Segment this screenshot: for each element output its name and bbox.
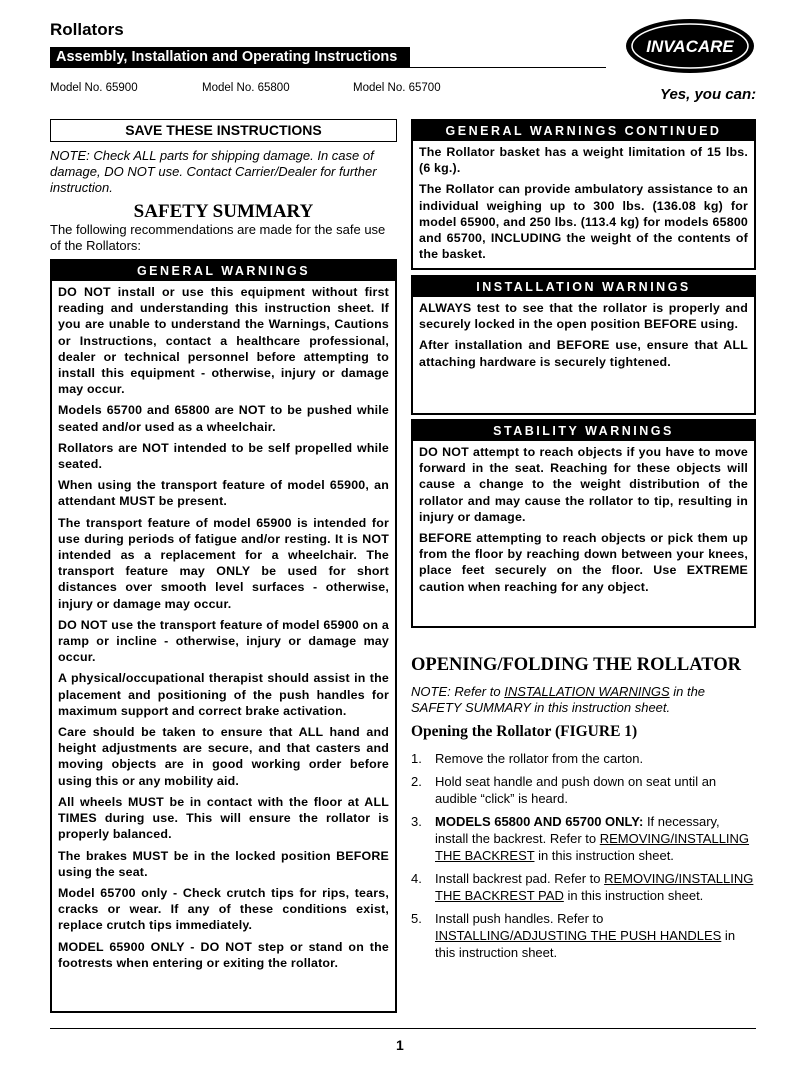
warning-item: BEFORE attempting to reach objects or pick them up from the floor by reaching down between your knees, place feet securely on the floor. Use EXTREME caution when reaching for any object.	[419, 531, 748, 594]
step-number: 5.	[411, 911, 422, 926]
opening-steps-list	[411, 750, 756, 967]
stability-warnings-heading: STABILITY WARNINGS	[413, 421, 754, 441]
general-warnings-heading: GENERAL WARNINGS	[52, 261, 395, 281]
invacare-logo	[620, 16, 760, 82]
step-item	[411, 813, 756, 864]
general-warnings-continued-heading: GENERAL WARNINGS CONTINUED	[413, 121, 754, 141]
step-text: in this instruction sheet.	[534, 848, 674, 863]
installation-warnings-list	[413, 297, 754, 370]
document-subtitle: Assembly, Installation and Operating Instructions	[50, 47, 410, 68]
slogan: Yes, you can:	[660, 86, 757, 103]
step-text: Install push handles. Refer to	[435, 911, 604, 926]
header-rule	[410, 67, 606, 68]
step-text: Hold seat handle and push down on seat until an audible “click” is heard.	[435, 774, 717, 806]
step-item	[411, 910, 756, 961]
warning-item: DO NOT install or use this equipment without first reading and understanding this instruction sheet. If you are unable to understand the Warnings, Cautions or Instructions, contact a healthcare professional, dealer or technical personnel before attempting to install this equipment - otherwise, injury or damage may occur.	[58, 285, 389, 397]
page-number: 1	[396, 1037, 404, 1053]
general-warnings-list	[52, 281, 395, 971]
opening-rollator-subtitle: Opening the Rollator (FIGURE 1)	[411, 723, 638, 740]
save-instructions-title: SAVE THESE INSTRUCTIONS	[50, 119, 397, 142]
step-text: Remove the rollator from the carton.	[435, 751, 644, 766]
warning-item: After installation and BEFORE use, ensure that ALL attaching hardware is securely tightened.	[419, 338, 748, 369]
stability-warnings-list	[413, 441, 754, 595]
warning-item: A physical/occupational therapist should assist in the placement and positioning of the push handles for maximum support and correct brake activation.	[58, 671, 389, 718]
installation-warnings-link[interactable]: INSTALLATION WARNINGS	[504, 684, 670, 699]
general-warnings-continued-list	[413, 141, 754, 262]
installation-warnings-box	[411, 275, 756, 415]
footer-rule	[50, 1028, 756, 1029]
note-text: NOTE: Refer to	[411, 684, 505, 699]
step-item	[411, 750, 756, 767]
safety-intro: The following recommendations are made for the safe use of the Rollators:	[50, 222, 386, 253]
step-text: Install backrest pad. Refer to	[435, 871, 605, 886]
warning-item: The brakes MUST be in the locked position BEFORE using the seat.	[58, 848, 389, 879]
document-title: Rollators	[50, 20, 124, 39]
stability-warnings-box	[411, 419, 756, 628]
warning-item: DO NOT use the transport feature of model 65900 on a ramp or incline - otherwise, injury or damage may occur.	[58, 617, 389, 665]
step-reference-link[interactable]: REMOVING/INSTALLING THE BACKREST PAD	[435, 871, 754, 903]
warning-item: Care should be taken to ensure that ALL hand and height adjustments are secure, and that casters and moving objects are in good working order before using this or any mobility aid.	[58, 725, 389, 788]
shipping-damage-note: NOTE: Check ALL parts for shipping damage. In case of damage, DO NOT use. Contact Carrier/Dealer for further instruction.	[50, 148, 377, 195]
note-text: in the SAFETY SUMMARY in this instruction sheet.	[411, 684, 706, 715]
warning-item: All wheels MUST be in contact with the floor at ALL TIMES during use. This will ensure the rollator is properly balanced.	[58, 794, 389, 842]
warning-item: The transport feature of model 65900 is intended for use during periods of fatigue and/or resting. It is NOT intended as a replacement for a wheelchair. The transport feature may ONLY be used for short distances over smooth level surfaces - otherwise, injury or damage may occur.	[58, 515, 389, 611]
general-warnings-box	[50, 259, 397, 1013]
step-text: If necessary, install the backrest. Refer to	[435, 814, 720, 846]
warning-item: When using the transport feature of model 65900, an attendant MUST be present.	[58, 478, 389, 509]
step-number: 3.	[411, 814, 422, 829]
step-number: 4.	[411, 871, 422, 886]
warning-item: Models 65700 and 65800 are NOT to be pushed while seated and/or used as a wheelchair.	[58, 403, 389, 434]
general-warnings-continued-box	[411, 119, 756, 270]
warning-item: DO NOT attempt to reach objects if you have to move forward in the seat. Reaching for these objects will cause a change to the weight distribution of the rollator and may cause the rollator to tip, resulting in injury or damage.	[419, 445, 748, 524]
step-text: in this instruction sheet.	[563, 888, 704, 903]
opening-folding-note	[411, 684, 756, 716]
warning-item: MODEL 65900 ONLY - DO NOT step or stand on the footrests when entering or exiting the rollator.	[58, 939, 389, 970]
model-number-65900: Model No. 65900	[50, 82, 138, 94]
safety-summary-title: SAFETY SUMMARY	[133, 201, 314, 222]
model-number-65800: Model No. 65800	[202, 82, 290, 94]
warning-item: ALWAYS test to see that the rollator is properly and securely locked in the open position BEFORE using.	[419, 301, 748, 332]
step-reference-link[interactable]: INSTALLING/ADJUSTING THE PUSH HANDLES	[435, 928, 722, 943]
step-number: 1.	[411, 751, 422, 766]
step-item	[411, 870, 756, 904]
step-reference-link[interactable]: REMOVING/INSTALLING THE BACKREST	[435, 831, 750, 863]
step-model-label: MODELS 65800 AND 65700 ONLY:	[435, 814, 644, 829]
step-text: in this instruction sheet.	[435, 928, 736, 960]
opening-folding-title: OPENING/FOLDING THE ROLLATOR	[411, 655, 741, 675]
warning-item: Rollators are NOT intended to be self propelled while seated.	[58, 440, 389, 472]
step-number: 2.	[411, 774, 422, 789]
warning-item: Model 65700 only - Check crutch tips for rips, tears, cracks or wear. If any of these conditions exist, replace crutch tips immediately.	[58, 885, 389, 933]
logo-wordmark: INVACARE	[646, 37, 734, 56]
model-number-65700: Model No. 65700	[353, 82, 441, 94]
warning-item: The Rollator can provide ambulatory assistance to an individual weighing up to 300 lbs. (136.08 kg) for model 65900, and 250 lbs. (113.4 kg) for models 65800 and 65700, INCLUDING the weight of the contents of the basket.	[419, 182, 748, 262]
step-item	[411, 773, 756, 807]
warning-item: The Rollator basket has a weight limitation of 15 lbs. (6 kg.).	[419, 145, 748, 176]
installation-warnings-heading: INSTALLATION WARNINGS	[413, 277, 754, 297]
